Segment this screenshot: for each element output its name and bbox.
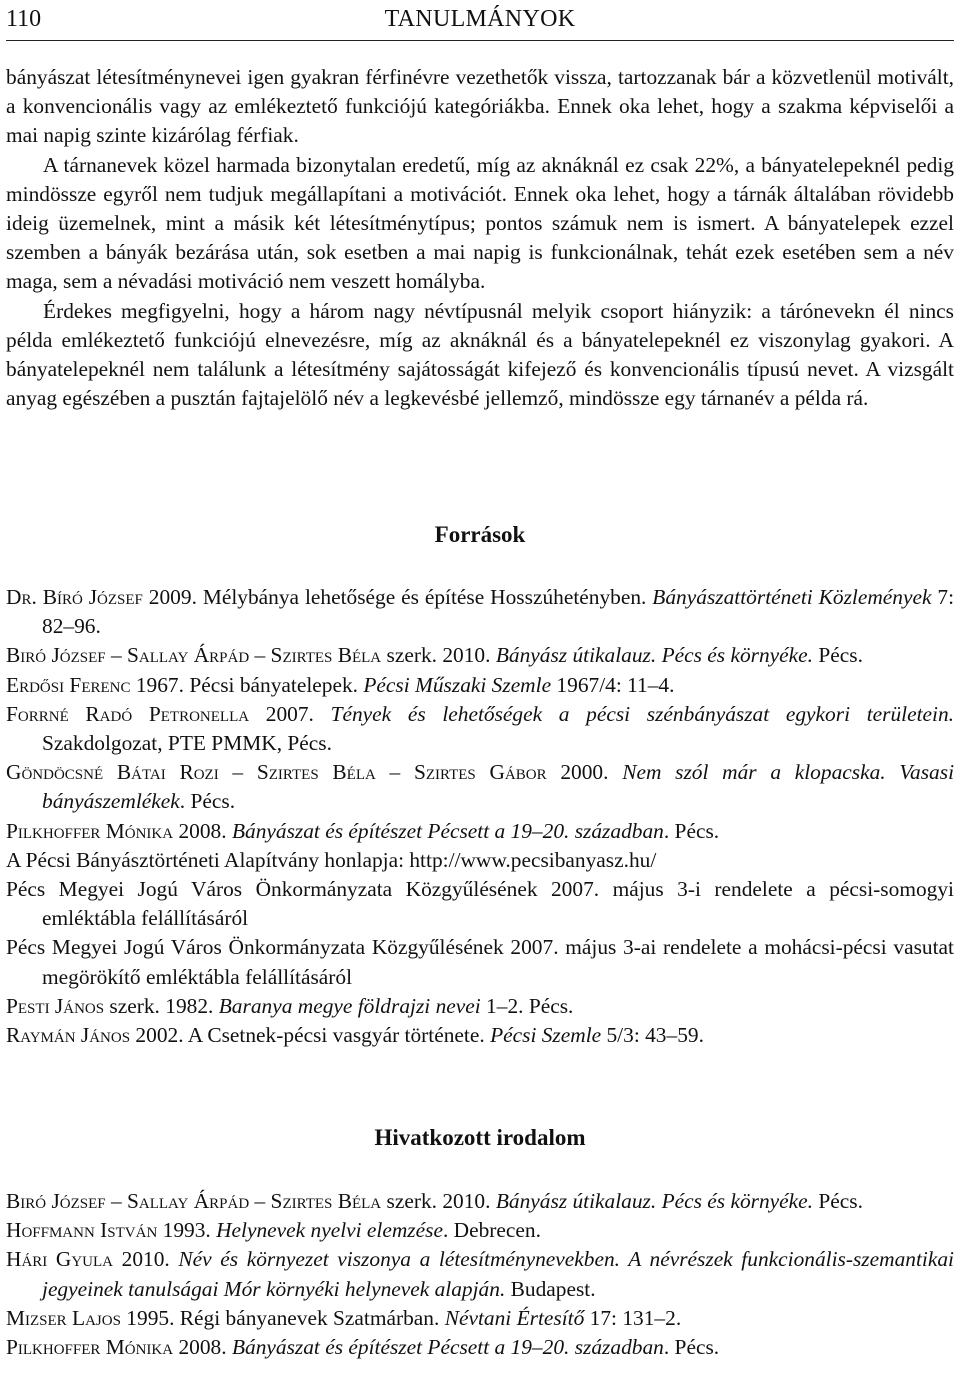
reference-text: 1993. <box>157 1218 217 1243</box>
reference-author: Erdősi Ferenc <box>6 672 131 697</box>
reference-text: szerk. 2010. <box>381 1189 496 1213</box>
reference-text: Budapest. <box>505 1276 596 1301</box>
reference-text: 1–2. Pécs. <box>480 993 574 1018</box>
reference-author: Pesti János <box>6 993 105 1018</box>
reference-entry <box>6 933 954 991</box>
reference-title: Bányász útikalauz. Pécs és környéke. <box>495 643 814 668</box>
reference-entry <box>6 583 954 641</box>
reference-text: . Pécs. <box>179 789 236 814</box>
reference-entry <box>6 992 954 1021</box>
reference-author: Raymán János <box>6 1023 131 1048</box>
reference-title: Pécsi Szemle <box>490 1023 602 1048</box>
reference-entry <box>6 846 954 875</box>
reference-title: Bányász útikalauz. Pécs és környéke. <box>495 1189 814 1213</box>
reference-text: Pécs Megyei Jogú Város Önkormányzata Közgyűlésének 2007. május 3-ai rendelete a mohácsi-pécsi vasutat megörökítő emléktábla felállításáról <box>6 935 954 989</box>
reference-text: 2009. Mélybánya lehetősége és építése Hosszúhetényben. <box>142 585 653 609</box>
reference-author: Hoffmann István <box>6 1218 158 1243</box>
reference-text: 1967/4: 11–4. <box>551 672 675 697</box>
paragraph: Érdekes megfigyelni, hogy a három nagy névtípusnál melyik csoport hiányzik: a tárónevekn él nincs példa emlékeztető funkciójú elnevezésre, míg az aknáknál és a bányatelepeknél ez viszonylag gyakori. A bányatelepeknél nem találunk a létesítmény sajátosságát kifejező és konvencionális típusú nevet. A vizsgált anyag egészében a pusztán fajtajelölő név a legkevésbé jellemző, mindössze egy tárnanév a példa rá. <box>6 298 954 411</box>
paragraph: bányászat létesítménynevei igen gyakran férfinévre vezethetők vissza, tartozzanak bár a közvetlenül motivált, a konvencionális vagy az emlékeztető funkciójú kategóriákba. Ennek oka lehet, hogy a szakma képviselői a mai napig szinte kizárólag férfiak. <box>6 65 954 148</box>
reference-title: Baranya megye földrajzi nevei <box>218 993 481 1018</box>
reference-author: Göndöcsné Bátai Rozi – Szirtes Béla – Szirtes Gábor <box>6 760 547 785</box>
reference-text: 17: 131–2. <box>584 1305 682 1330</box>
reference-title: Pécsi Műszaki Szemle <box>363 672 552 697</box>
reference-entry <box>6 700 954 758</box>
reference-title: Nem szól már a klopacska. Vasasi bányászemlékek <box>42 760 955 814</box>
body-text <box>6 63 954 413</box>
reference-author: Forrné Radó Petronella <box>6 701 250 726</box>
sources-heading: Források <box>434 522 526 547</box>
reference-text: 2007. <box>249 701 331 726</box>
reference-text: 7: 82–96. <box>42 585 955 639</box>
reference-author: Pilkhoffer Mónika <box>6 1335 174 1360</box>
reference-title: Bányászat és építészet Pécsett a 19–20. században <box>231 818 664 843</box>
reference-text: Pécs. <box>813 1189 863 1213</box>
running-header <box>6 0 954 41</box>
running-title: TANULMÁNYOK <box>384 6 576 32</box>
reference-text: Pécs. <box>813 643 863 668</box>
reference-text: 2002. A Csetnek-pécsi vasgyár története. <box>130 1023 491 1048</box>
reference-text: . Debrecen. <box>442 1218 541 1243</box>
reference-entry <box>6 875 954 933</box>
reference-title: Helynevek nyelvi elemzése <box>216 1218 443 1243</box>
paragraph: A tárnanevek közel harmada bizonytalan eredetű, míg az aknáknál ez csak 22%, a bányatelepeknél pedig mindössze egyről nem tudjuk megállapítani a motivációt. Ennek oka lehet, hogy a tárnák általában rövidebb ideig üzemelnek, mint a másik két létesítménytípus; pontos számuk nem is ismert. A bányatelepek ezzel szemben a bányák bezárása után, sok esetben a mai napig is funkcionálnak, tehát ezek esetében sem a név maga, sem a névadási motiváció nem veszett homályba. <box>6 152 954 294</box>
reference-text: 2010. <box>113 1247 179 1272</box>
reference-text: szerk. 1982. <box>104 993 219 1018</box>
reference-author: Biró József – Sallay Árpád – Szirtes Béla <box>6 643 382 668</box>
literature-list <box>6 1187 954 1362</box>
reference-author: Mizser Lajos <box>6 1305 121 1330</box>
reference-text: szerk. 2010. <box>381 643 496 668</box>
sources-list <box>6 583 954 1050</box>
reference-entry <box>6 817 954 846</box>
reference-text: 1967. Pécsi bányatelepek. <box>130 672 364 697</box>
reference-text: A Pécsi Bányásztörténeti Alapítvány honlapja: http://www.pecsibanyasz.hu/ <box>6 847 657 872</box>
reference-title: Bányászattörténeti Közlemények <box>652 585 932 609</box>
reference-entry <box>6 1216 954 1245</box>
reference-entry <box>6 1187 954 1216</box>
page-number: 110 <box>6 6 42 32</box>
reference-title: Bányászat és építészet Pécsett a 19–20. században <box>231 1335 664 1360</box>
reference-text: Szakdolgozat, PTE PMMK, Pécs. <box>42 731 332 756</box>
reference-text: Pécs Megyei Jogú Város Önkormányzata Közgyűlésének 2007. május 3-i rendelete a pécsi-somogyi emléktábla felállításáról <box>6 877 954 931</box>
reference-text: 1995. Régi bányanevek Szatmárban. <box>120 1305 445 1330</box>
reference-title: Tények és lehetőségek a pécsi szénbányászat egykori területein. <box>330 701 955 726</box>
reference-author: Hári Gyula <box>6 1247 114 1272</box>
reference-text: 2008. <box>173 818 232 843</box>
reference-title: Név és környezet viszonya a létesítménynevekben. A névrészek funkcionális-szemantikai jegyeinek tanulságai Mór környéki helynevek alapján. <box>42 1247 954 1301</box>
reference-entry <box>6 641 954 670</box>
reference-author: Pilkhoffer Mónika <box>6 818 174 843</box>
reference-text: 2000. <box>546 760 623 785</box>
reference-author: Biró József – Sallay Árpád – Szirtes Béla <box>6 1189 382 1213</box>
reference-author: Dr. Bíró József <box>6 585 143 609</box>
reference-entry <box>6 1333 954 1362</box>
reference-text: 2008. <box>173 1335 232 1360</box>
reference-entry <box>6 1245 954 1303</box>
reference-text: 5/3: 43–59. <box>601 1023 704 1048</box>
reference-entry <box>6 1304 954 1333</box>
reference-entry <box>6 1021 954 1050</box>
reference-text: . Pécs. <box>663 1335 720 1360</box>
reference-text: . Pécs. <box>663 818 720 843</box>
literature-heading: Hivatkozott irodalom <box>374 1125 586 1150</box>
reference-title: Névtani Értesítő <box>444 1305 585 1330</box>
reference-entry <box>6 758 954 816</box>
reference-entry <box>6 671 954 700</box>
